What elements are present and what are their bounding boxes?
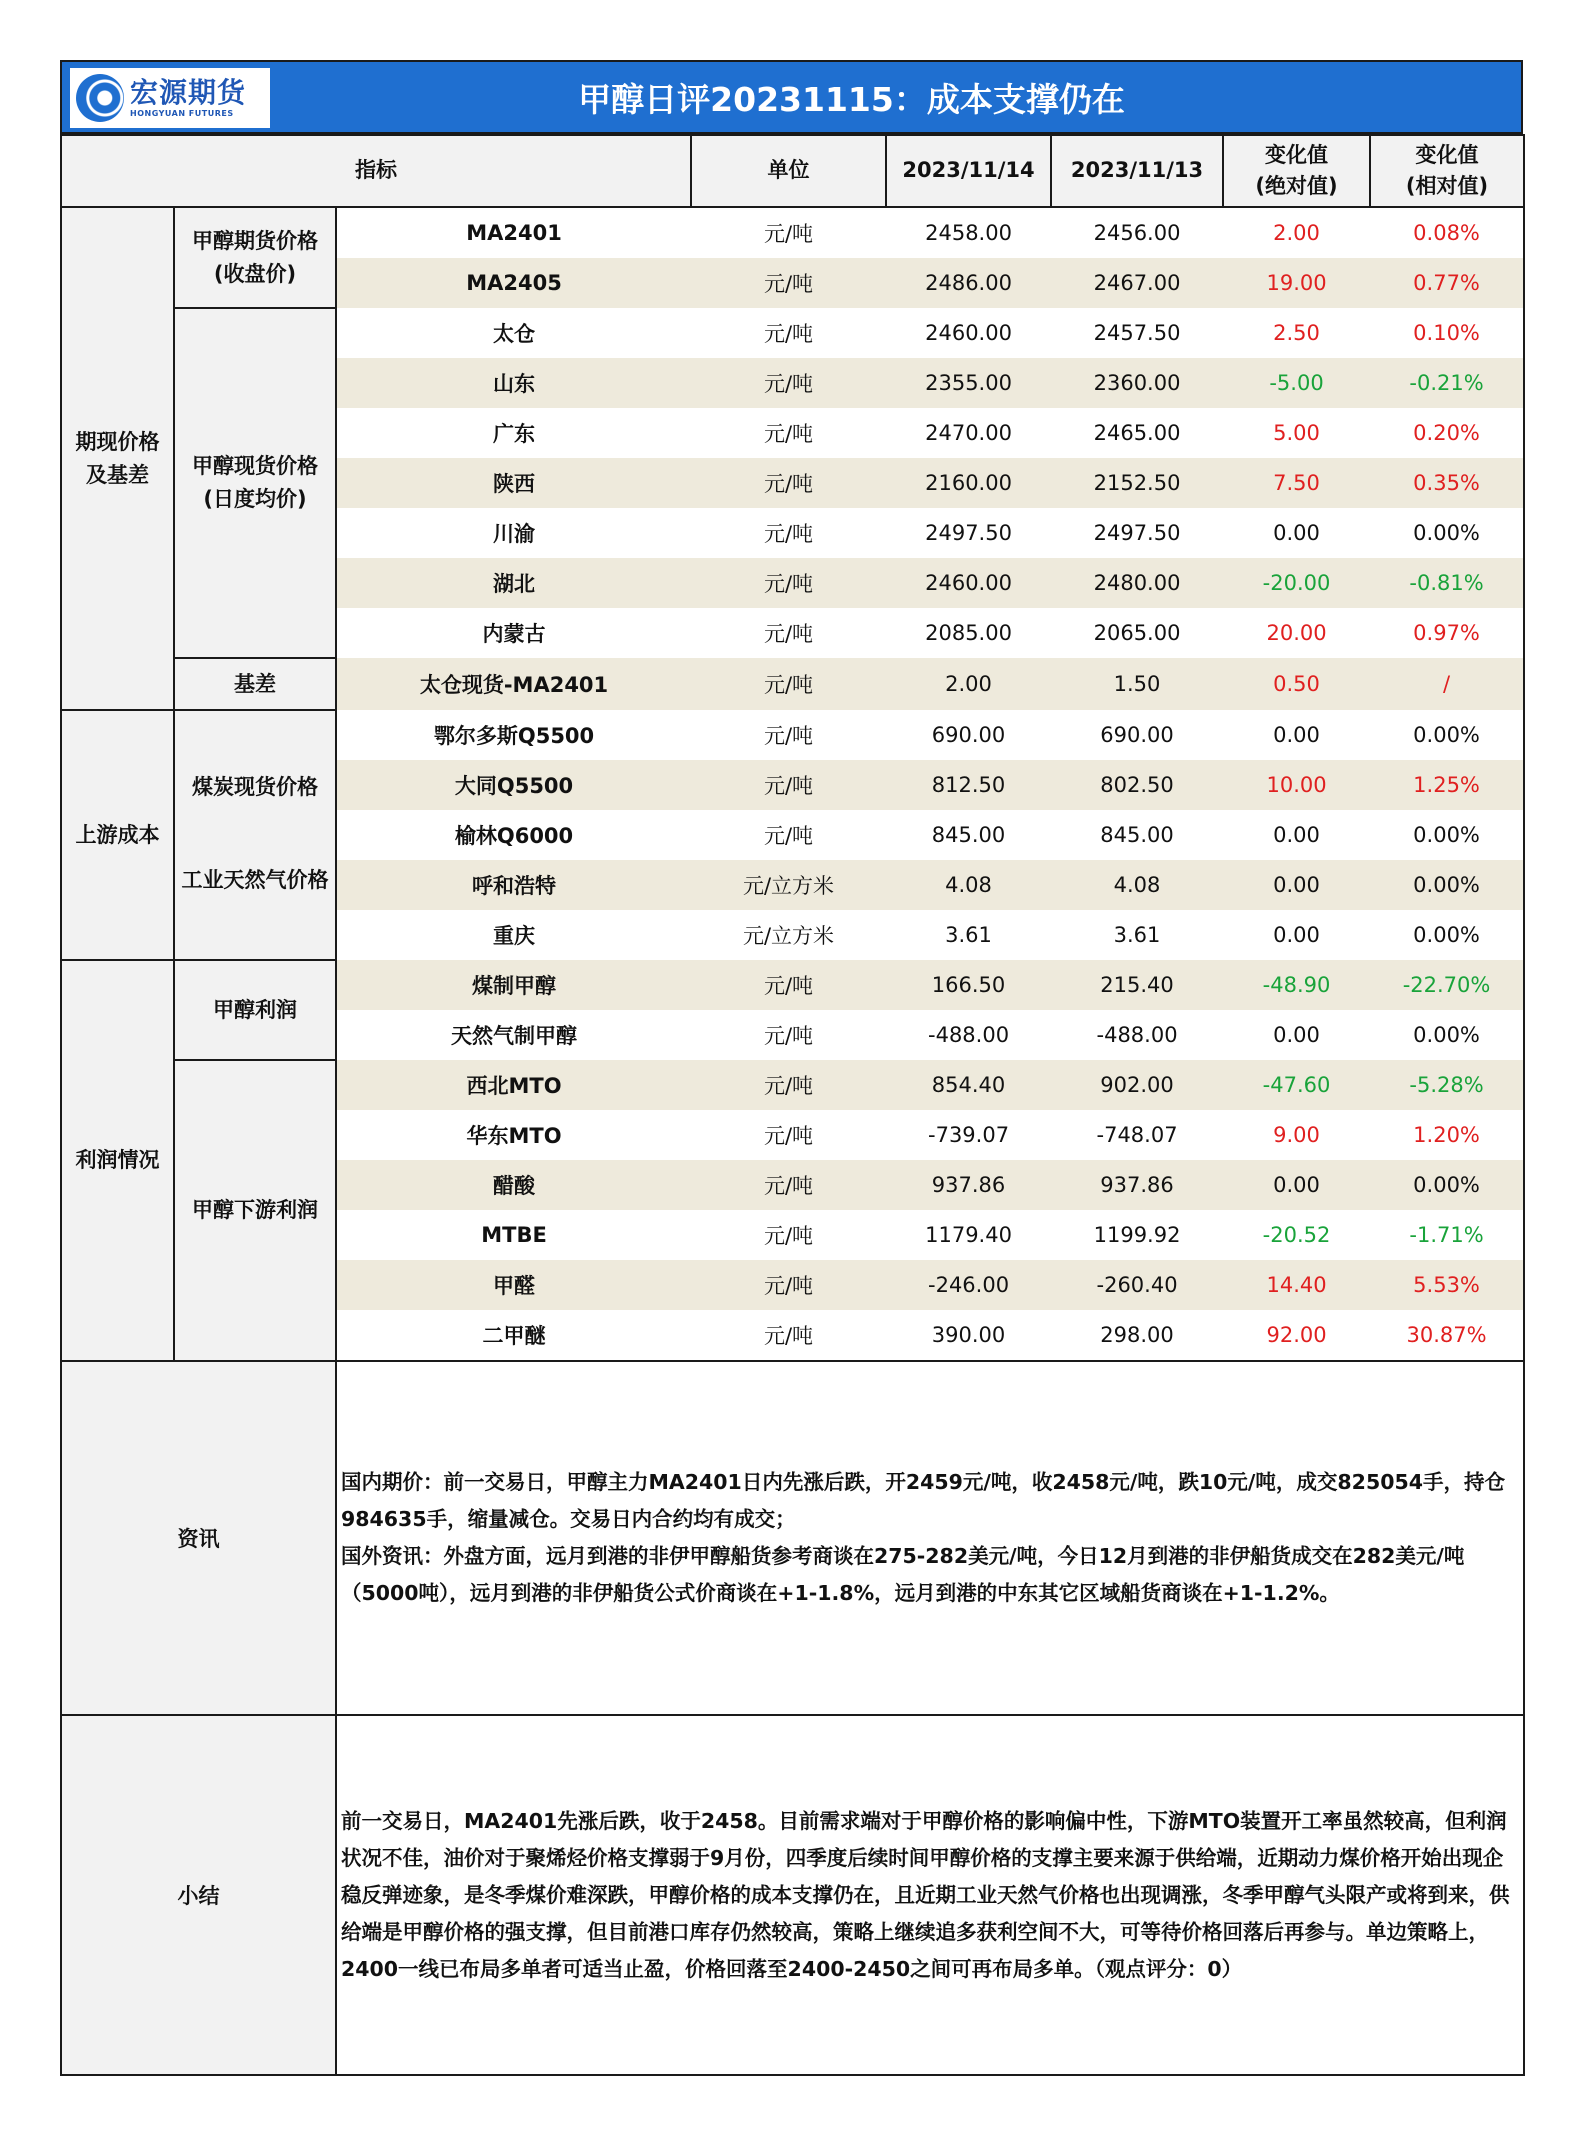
indicator-name: 甲醛 xyxy=(336,1260,691,1310)
table-row xyxy=(61,860,1524,910)
value-date-2: 802.50 xyxy=(1051,760,1223,810)
summary-label: 小结 xyxy=(61,1715,336,2075)
summary-content xyxy=(336,1715,1524,2075)
change-rel-cell: -1.71% xyxy=(1370,1210,1524,1260)
change-abs-cell: 19.00 xyxy=(1223,258,1370,308)
subgroup-spot-price: 甲醇现货价格 (日度均价) xyxy=(174,308,336,658)
change-abs-cell: 0.00 xyxy=(1223,860,1370,910)
change-abs-cell: 2.50 xyxy=(1273,321,1320,345)
unit-cell: 元/吨 xyxy=(763,1124,814,1148)
value-date-1: 2486.00 xyxy=(886,258,1051,308)
change-rel-cell: 0.00% xyxy=(1370,910,1524,960)
value-date-2: 3.61 xyxy=(1113,923,1161,947)
unit-cell: 元/吨 xyxy=(691,558,886,608)
change-abs-cell: -47.60 xyxy=(1223,1060,1370,1110)
summary-text: 前一交易日，MA2401先涨后跌，收于2458。目前需求端对于甲醇价格的影响偏中性，下游MTO装置开工率虽然较高，但利润状况不佳，油价对于聚烯烃价格支撑弱于9月份，四季度后续时间甲醇价格的支撑主要来源于供给端，近期动力煤价格开始出现企稳反弹迹象，是冬季煤价难深跌，甲醇价格的成本支撑仍在，且近期工业天然气价格也出现调涨，冬季甲醇气头限产或将到来，供给端是甲醇价格的强支撑，但目前港口库存仍然较高，策略上继续追多获利空间不大，可等待价格回落后再参与。单边策略上，2400一线已布局多单者可适当止盈，价格回落至2400-2450之间可再布局多单。（观点评分：0） xyxy=(341,1808,1510,1981)
indicator-name: 天然气制甲醇 xyxy=(451,1024,578,1048)
indicator-name: MTBE xyxy=(481,1223,547,1247)
unit-cell: 元/立方米 xyxy=(691,860,886,910)
change-rel-cell: 0.20% xyxy=(1370,408,1524,458)
value-date-2: 1199.92 xyxy=(1093,1223,1181,1247)
change-abs-cell: 92.00 xyxy=(1223,1310,1370,1361)
indicator-name: 华东MTO xyxy=(466,1124,562,1148)
group-profit: 利润情况 xyxy=(61,960,174,1361)
subgroup-basis: 基差 xyxy=(174,658,336,710)
value-date-2: 2467.00 xyxy=(1051,258,1223,308)
value-date-2: -260.40 xyxy=(1051,1260,1223,1310)
header-unit: 单位 xyxy=(691,135,886,207)
value-date-2: 4.08 xyxy=(1051,860,1223,910)
indicator-name: 川渝 xyxy=(493,522,536,546)
change-abs-cell: 2.00 xyxy=(1273,221,1320,245)
indicator-name: MA2405 xyxy=(336,258,691,308)
indicator-name: 广东 xyxy=(493,422,536,446)
value-date-2: 902.00 xyxy=(1051,1060,1223,1110)
value-date-2: -748.07 xyxy=(1096,1123,1178,1147)
value-date-2: 2360.00 xyxy=(1051,358,1223,408)
change-rel-cell: 1.25% xyxy=(1370,760,1524,810)
indicator-name: 醋酸 xyxy=(336,1160,691,1210)
change-rel-cell: 30.87% xyxy=(1370,1310,1524,1361)
change-rel-cell: 0.00% xyxy=(1370,860,1524,910)
table-row xyxy=(61,1060,1524,1110)
page-title: 甲醇日评20231115：成本支撑仍在 xyxy=(578,79,1125,119)
unit-cell: 元/吨 xyxy=(763,222,814,246)
change-abs-cell: 0.50 xyxy=(1223,658,1370,710)
change-abs-cell: 0.00 xyxy=(1223,1160,1370,1210)
indicator-name: 二甲醚 xyxy=(336,1310,691,1361)
subgroup-downstream-profit: 甲醇下游利润 xyxy=(174,1060,336,1361)
unit-cell: 元/吨 xyxy=(691,258,886,308)
header-indicator: 指标 xyxy=(61,135,691,207)
indicator-name: 内蒙古 xyxy=(482,622,546,646)
change-abs-cell: 0.00 xyxy=(1273,723,1320,747)
change-rel-cell: 0.00% xyxy=(1370,710,1524,760)
value-date-1: 937.86 xyxy=(886,1160,1051,1210)
change-abs-cell: -20.52 xyxy=(1262,1223,1331,1247)
value-date-1: 2.00 xyxy=(886,658,1051,710)
value-date-1: 1179.40 xyxy=(925,1223,1012,1247)
change-rel-cell: 0.08% xyxy=(1370,207,1524,258)
unit-cell: 元/吨 xyxy=(763,422,814,446)
notes-body xyxy=(61,1361,1524,2075)
change-rel-cell: -5.28% xyxy=(1370,1060,1524,1110)
change-rel-cell: 0.00% xyxy=(1370,508,1524,558)
subgroup-methanol-profit: 甲醇利润 xyxy=(174,960,336,1060)
news-overseas: 国外资讯：外盘方面，远月到港的非伊甲醇船货参考商谈在275-282美元/吨，今日12月到港的非伊船货成交在282美元/吨（5000吨），远月到港的非伊船货公式价商谈在+1-1.8%，远月到港的中东其它区域船货商谈在+1-1.2%。 xyxy=(341,1544,1465,1605)
header-date-2: 2023/11/13 xyxy=(1051,135,1223,207)
value-date-1: -488.00 xyxy=(928,1023,1010,1047)
logo-name-cn: 宏源期货 xyxy=(130,75,247,109)
change-abs-cell: 7.50 xyxy=(1223,458,1370,508)
value-date-1: 2470.00 xyxy=(925,421,1012,445)
value-date-1: 166.50 xyxy=(886,960,1051,1010)
change-abs-cell: 0.00 xyxy=(1273,1023,1320,1047)
value-date-1: 390.00 xyxy=(886,1310,1051,1361)
change-rel-cell: -0.21% xyxy=(1370,358,1524,408)
news-content xyxy=(336,1361,1524,1715)
news-row xyxy=(61,1361,1524,1715)
company-logo xyxy=(70,68,270,128)
value-date-2: 298.00 xyxy=(1051,1310,1223,1361)
indicator-name: 太仓 xyxy=(493,322,536,346)
value-date-1: -246.00 xyxy=(886,1260,1051,1310)
change-abs-cell: 10.00 xyxy=(1223,760,1370,810)
subgroup-coal-price: 煤炭现货价格 xyxy=(174,710,336,860)
unit-cell: 元/立方米 xyxy=(742,924,835,948)
change-rel-cell: -22.70% xyxy=(1370,960,1524,1010)
unit-cell: 元/吨 xyxy=(691,458,886,508)
table-header-row xyxy=(61,135,1524,207)
unit-cell: 元/吨 xyxy=(691,1260,886,1310)
indicator-name: 山东 xyxy=(336,358,691,408)
indicator-name: 榆林Q6000 xyxy=(454,824,574,848)
unit-cell: 元/吨 xyxy=(691,1060,886,1110)
change-rel-cell: 0.00% xyxy=(1370,810,1524,860)
change-rel-cell: 0.10% xyxy=(1370,308,1524,358)
value-date-2: 2480.00 xyxy=(1051,558,1223,608)
unit-cell: 元/吨 xyxy=(763,1024,814,1048)
unit-cell: 元/吨 xyxy=(691,358,886,408)
change-rel-cell: -0.81% xyxy=(1370,558,1524,608)
indicator-table xyxy=(60,134,1525,2076)
change-rel-cell: 0.00% xyxy=(1370,1010,1524,1060)
indicator-name: 煤制甲醇 xyxy=(336,960,691,1010)
report-sheet xyxy=(60,60,1523,2076)
value-date-1: -739.07 xyxy=(928,1123,1010,1147)
change-rel-cell: 5.53% xyxy=(1370,1260,1524,1310)
unit-cell: 元/吨 xyxy=(763,322,814,346)
unit-cell: 元/吨 xyxy=(691,960,886,1010)
change-abs-cell: -48.90 xyxy=(1223,960,1370,1010)
group-spot-basis: 期现价格 及基差 xyxy=(61,207,174,710)
table-row xyxy=(61,207,1524,258)
value-date-1: 2085.00 xyxy=(925,621,1012,645)
indicator-name: 大同Q5500 xyxy=(336,760,691,810)
change-abs-cell: -20.00 xyxy=(1223,558,1370,608)
unit-cell: 元/吨 xyxy=(763,824,814,848)
value-date-2: 2497.50 xyxy=(1093,521,1181,545)
logo-text xyxy=(130,75,247,118)
unit-cell: 元/吨 xyxy=(691,760,886,810)
subgroup-gas-price: 工业天然气价格 xyxy=(174,860,336,960)
indicator-name: 重庆 xyxy=(493,924,536,948)
change-rel-cell: 0.97% xyxy=(1370,608,1524,658)
change-abs-cell: 5.00 xyxy=(1273,421,1320,445)
value-date-2: 2456.00 xyxy=(1093,221,1181,245)
unit-cell: 元/吨 xyxy=(763,1224,814,1248)
value-date-1: 3.61 xyxy=(945,923,992,947)
value-date-1: 2355.00 xyxy=(886,358,1051,408)
subgroup-futures-price: 甲醇期货价格 (收盘价) xyxy=(174,207,336,308)
table-row xyxy=(61,710,1524,760)
title-bar xyxy=(60,60,1523,134)
unit-cell: 元/吨 xyxy=(763,622,814,646)
unit-cell: 元/吨 xyxy=(691,1310,886,1361)
header-change-rel: 变化值 (相对值) xyxy=(1370,135,1524,207)
indicator-name: 呼和浩特 xyxy=(336,860,691,910)
change-rel-cell: 0.35% xyxy=(1370,458,1524,508)
indicator-name: 陕西 xyxy=(336,458,691,508)
value-date-1: 2460.00 xyxy=(925,321,1012,345)
change-abs-cell: 9.00 xyxy=(1273,1123,1320,1147)
change-rel-cell: / xyxy=(1370,658,1524,710)
value-date-2: 2465.00 xyxy=(1093,421,1181,445)
value-date-2: 1.50 xyxy=(1051,658,1223,710)
logo-name-en: HONGYUAN FUTURES xyxy=(130,108,234,118)
header-change-abs: 变化值 (绝对值) xyxy=(1223,135,1370,207)
value-date-1: 2497.50 xyxy=(925,521,1012,545)
indicator-name: 湖北 xyxy=(336,558,691,608)
value-date-2: 2065.00 xyxy=(1093,621,1181,645)
news-label: 资讯 xyxy=(61,1361,336,1715)
change-abs-cell: 0.00 xyxy=(1273,823,1320,847)
logo-mark-icon xyxy=(76,74,124,122)
news-domestic: 国内期价：前一交易日，甲醇主力MA2401日内先涨后跌，开2459元/吨，收2458元/吨，跌10元/吨，成交825054手，持仓984635手，缩量减仓。交易日内合约均有成交； xyxy=(341,1470,1506,1531)
value-date-2: 937.86 xyxy=(1051,1160,1223,1210)
change-rel-cell: 0.77% xyxy=(1370,258,1524,308)
unit-cell: 元/吨 xyxy=(763,522,814,546)
unit-cell: 元/吨 xyxy=(691,658,886,710)
table-row xyxy=(61,960,1524,1010)
value-date-1: 854.40 xyxy=(886,1060,1051,1110)
value-date-2: 845.00 xyxy=(1100,823,1174,847)
value-date-2: 690.00 xyxy=(1100,723,1174,747)
table-body xyxy=(61,207,1524,1361)
value-date-2: 2152.50 xyxy=(1051,458,1223,508)
change-abs-cell: 20.00 xyxy=(1266,621,1327,645)
unit-cell: 元/吨 xyxy=(691,1160,886,1210)
value-date-2: 215.40 xyxy=(1051,960,1223,1010)
value-date-1: 2160.00 xyxy=(886,458,1051,508)
indicator-name: 鄂尔多斯Q5500 xyxy=(433,724,595,748)
change-abs-cell: 0.00 xyxy=(1273,521,1320,545)
value-date-1: 812.50 xyxy=(886,760,1051,810)
value-date-1: 690.00 xyxy=(931,723,1006,747)
value-date-1: 4.08 xyxy=(886,860,1051,910)
indicator-name: 太仓现货-MA2401 xyxy=(336,658,691,710)
value-date-2: 2457.50 xyxy=(1093,321,1181,345)
unit-cell: 元/吨 xyxy=(763,724,814,748)
summary-row xyxy=(61,1715,1524,2075)
group-upstream-cost: 上游成本 xyxy=(61,710,174,960)
table-row xyxy=(61,308,1524,358)
indicator-name: 西北MTO xyxy=(336,1060,691,1110)
value-date-2: -488.00 xyxy=(1096,1023,1178,1047)
value-date-1: 2460.00 xyxy=(886,558,1051,608)
table-row xyxy=(61,658,1524,710)
value-date-1: 2458.00 xyxy=(925,221,1012,245)
change-abs-cell: 0.00 xyxy=(1273,923,1320,947)
change-abs-cell: -5.00 xyxy=(1223,358,1370,408)
change-rel-cell: 0.00% xyxy=(1370,1160,1524,1210)
value-date-1: 845.00 xyxy=(931,823,1006,847)
change-rel-cell: 1.20% xyxy=(1370,1110,1524,1160)
change-abs-cell: 14.40 xyxy=(1223,1260,1370,1310)
header-date-1: 2023/11/14 xyxy=(886,135,1051,207)
indicator-name: MA2401 xyxy=(466,221,562,245)
